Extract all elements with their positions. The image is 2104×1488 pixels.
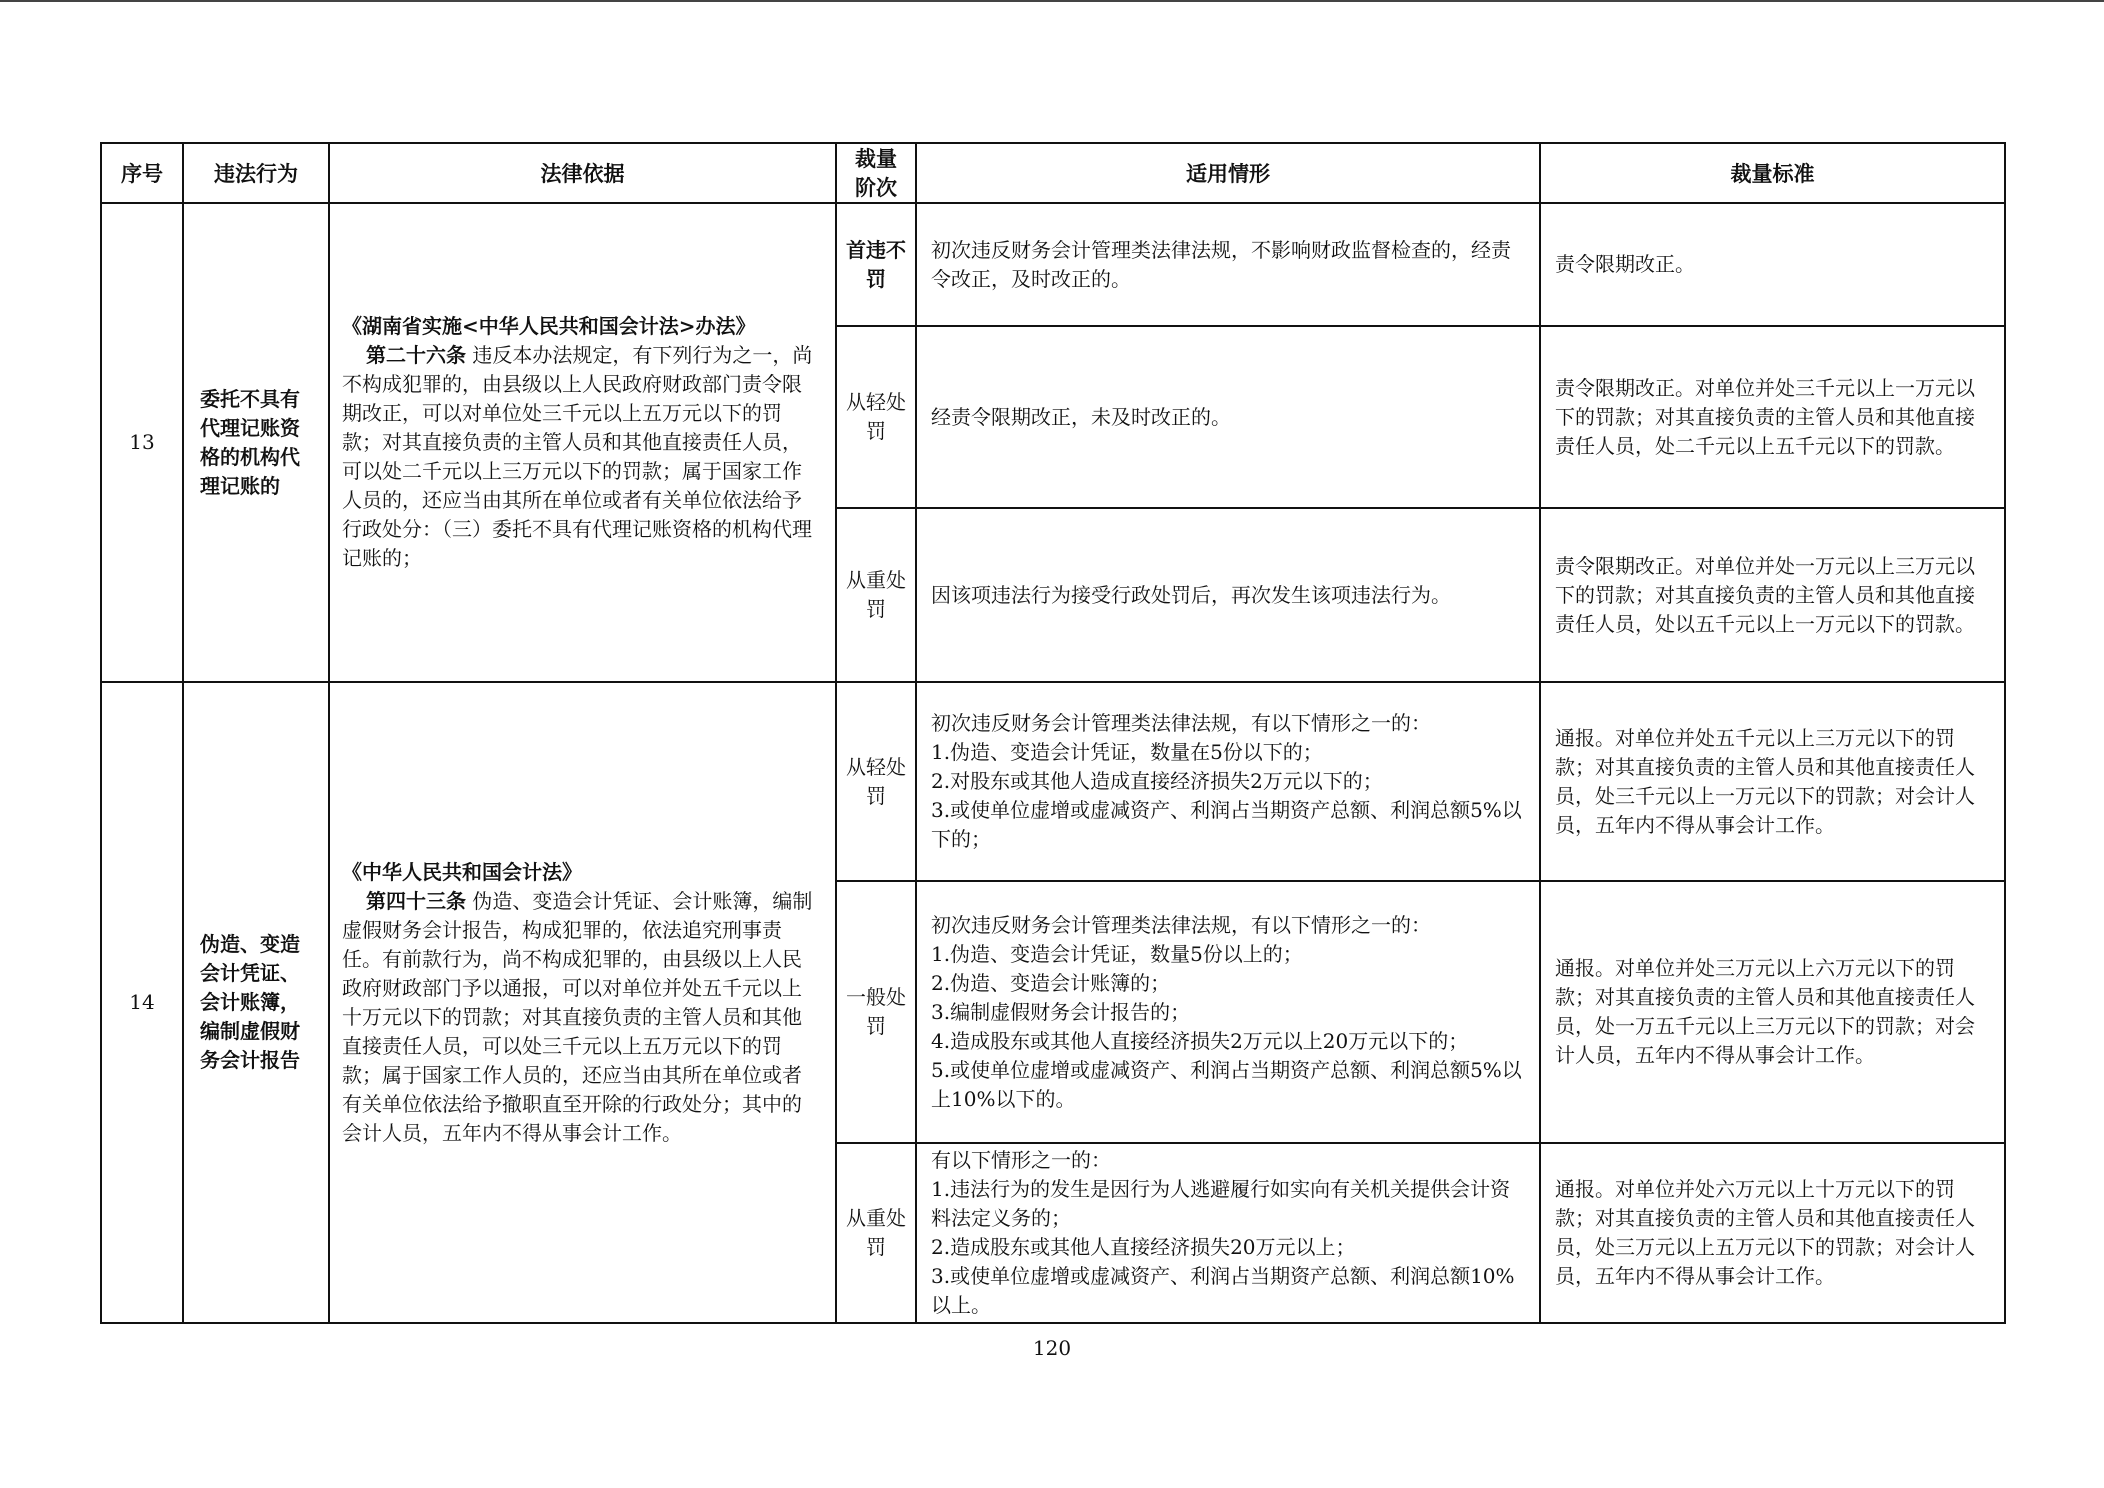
condition-line: 经责令限期改正，未及时改正的。 bbox=[931, 404, 1231, 429]
condition-line: 1.违法行为的发生是因行为人逃避履行如实向有关机关提供会计资料法定义务的； bbox=[931, 1177, 1511, 1230]
condition-line: 2.对股东或其他人造成直接经济损失2万元以下的； bbox=[931, 769, 1383, 793]
legal-basis bbox=[329, 203, 836, 682]
header-act: 违法行为 bbox=[183, 143, 329, 203]
conditions-cell bbox=[916, 881, 1540, 1143]
row-no: 14 bbox=[101, 682, 183, 1323]
condition-line: 因该项违法行为接受行政处罚后，再次发生该项违法行为。 bbox=[931, 582, 1451, 607]
standard-cell: 责令限期改正。 bbox=[1540, 203, 2005, 326]
row-no: 13 bbox=[101, 203, 183, 682]
violation-act: 委托不具有代理记账资格的机构代理记账的 bbox=[183, 203, 329, 682]
page-number: 120 bbox=[1032, 1336, 1072, 1360]
condition-line: 2.伪造、变造会计账簿的； bbox=[931, 970, 1171, 995]
table-row bbox=[101, 203, 2005, 326]
conditions-cell bbox=[916, 203, 1540, 326]
condition-line: 5.或使单位虚增或虚减资产、利润占当期资产总额、利润总额5%以上10%以下的。 bbox=[931, 1057, 1522, 1111]
basis-article: 第二十六条 bbox=[366, 343, 466, 367]
basis-body bbox=[342, 887, 821, 1148]
basis-text: 伪造、变造会计凭证、会计账簿，编制虚假财务会计报告，构成犯罪的，依法追究刑事责任。有前款行为，尚不构成犯罪的，由县级以上人民政府财政部门予以通报，可以对单位并处五千元以上十万元以下的罚款；对其直接负责的主管人员和其他直接责任人员，可以处三千元以上五万元以下的罚款；属于国家工作人员的，还应当由其所在单位或者有关单位依法给予撤职直至开除的行政处分；其中的会计人员，五年内不得从事会计工作。 bbox=[342, 888, 813, 1145]
condition-line: 4.造成股东或其他人直接经济损失2万元以上20万元以下的； bbox=[931, 1028, 1469, 1053]
condition-line: 有以下情形之一的： bbox=[931, 1148, 1111, 1172]
condition-line: 3.或使单位虚增或虚减资产、利润占当期资产总额、利润总额10%以上。 bbox=[931, 1264, 1515, 1317]
basis-title: 《湖南省实施<中华人民共和国会计法>办法》 bbox=[342, 314, 756, 338]
condition-line: 3.编制虚假财务会计报告的； bbox=[931, 999, 1191, 1024]
standard-cell: 责令限期改正。对单位并处三千元以上一万元以下的罚款；对其直接负责的主管人员和其他直接责任人员，处二千元以上五千元以下的罚款。 bbox=[1540, 326, 2005, 508]
level-cell: 首违不罚 bbox=[836, 203, 916, 326]
conditions-cell bbox=[916, 682, 1540, 881]
header-conditions: 适用情形 bbox=[916, 143, 1540, 203]
conditions-cell bbox=[916, 326, 1540, 508]
legal-basis bbox=[329, 682, 836, 1323]
basis-body bbox=[342, 341, 821, 573]
level-cell: 从重处罚 bbox=[836, 508, 916, 682]
condition-line: 初次违反财务会计管理类法律法规，不影响财政监督检查的，经责令改正，及时改正的。 bbox=[931, 237, 1511, 291]
conditions-cell bbox=[916, 1143, 1540, 1323]
level-cell: 从轻处罚 bbox=[836, 682, 916, 881]
table-row bbox=[101, 682, 2005, 881]
condition-line: 2.造成股东或其他人直接经济损失20万元以上； bbox=[931, 1235, 1356, 1259]
standard-cell: 通报。对单位并处三万元以上六万元以下的罚款；对其直接负责的主管人员和其他直接责任人员，处一万五千元以上三万元以下的罚款；对会计人员，五年内不得从事会计工作。 bbox=[1540, 881, 2005, 1143]
condition-line: 初次违反财务会计管理类法律法规，有以下情形之一的： bbox=[931, 912, 1431, 937]
basis-text: 违反本办法规定，有下列行为之一，尚不构成犯罪的，由县级以上人民政府财政部门责令限期改正，可以对单位处三千元以上五万元以下的罚款；对其直接负责的主管人员和其他直接责任人员，可以处二千元以上三万元以下的罚款；属于国家工作人员的，还应当由其所在单位或者有关单位依法给予行政处分：（三）委托不具有代理记账资格的机构代理记账的； bbox=[342, 343, 813, 570]
basis-article: 第四十三条 bbox=[366, 888, 466, 913]
header-row bbox=[101, 143, 2005, 203]
level-cell: 从轻处罚 bbox=[836, 326, 916, 508]
condition-line: 1.伪造、变造会计凭证，数量5份以上的； bbox=[931, 941, 1303, 966]
level-cell: 从重处罚 bbox=[836, 1143, 916, 1323]
level-cell: 一般处罚 bbox=[836, 881, 916, 1143]
penalty-table bbox=[100, 142, 2006, 1324]
header-standard: 裁量标准 bbox=[1540, 143, 2005, 203]
condition-line: 3.或使单位虚增或虚减资产、利润占当期资产总额、利润总额5%以下的； bbox=[931, 798, 1522, 851]
conditions-cell bbox=[916, 508, 1540, 682]
header-basis: 法律依据 bbox=[329, 143, 836, 203]
standard-cell: 责令限期改正。对单位并处一万元以上三万元以下的罚款；对其直接负责的主管人员和其他直接责任人员，处以五千元以上一万元以下的罚款。 bbox=[1540, 508, 2005, 682]
standard-cell: 通报。对单位并处六万元以上十万元以下的罚款；对其直接负责的主管人员和其他直接责任人员，处三万元以上五万元以下的罚款；对会计人员，五年内不得从事会计工作。 bbox=[1540, 1143, 2005, 1323]
condition-line: 初次违反财务会计管理类法律法规，有以下情形之一的： bbox=[931, 711, 1431, 735]
top-rule bbox=[0, 0, 2104, 2]
violation-act: 伪造、变造会计凭证、会计账簿，编制虚假财务会计报告 bbox=[183, 682, 329, 1323]
header-no: 序号 bbox=[101, 143, 183, 203]
standard-cell: 通报。对单位并处五千元以上三万元以下的罚款；对其直接负责的主管人员和其他直接责任人员，处三千元以上一万元以下的罚款；对会计人员，五年内不得从事会计工作。 bbox=[1540, 682, 2005, 881]
header-level: 裁量阶次 bbox=[836, 143, 916, 203]
condition-line: 1.伪造、变造会计凭证，数量在5份以下的； bbox=[931, 740, 1323, 764]
basis-title: 《中华人民共和国会计法》 bbox=[342, 859, 582, 884]
